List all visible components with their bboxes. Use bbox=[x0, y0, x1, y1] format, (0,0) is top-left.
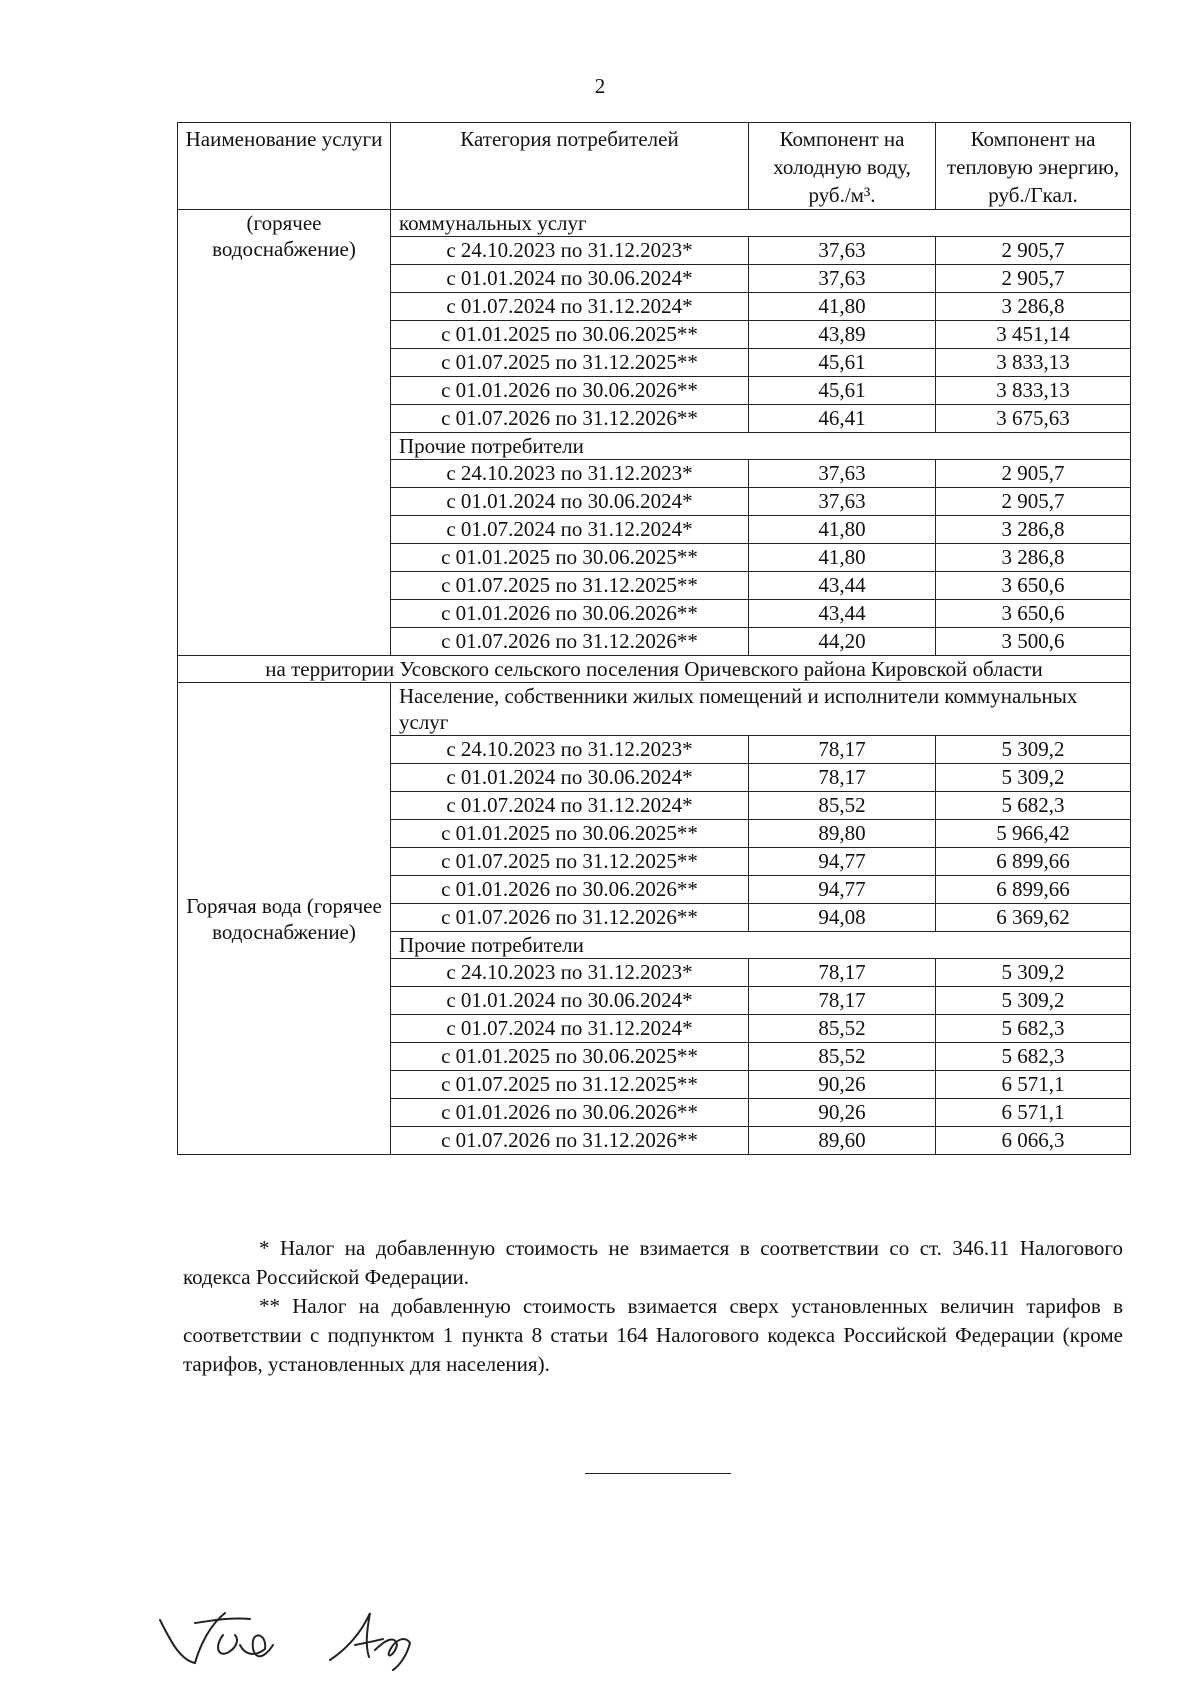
signature-2 bbox=[325, 1605, 425, 1675]
period-cell: с 01.07.2025 по 31.12.2025** bbox=[391, 572, 749, 600]
cold-water-value: 41,80 bbox=[749, 293, 936, 321]
cold-water-value: 78,17 bbox=[749, 764, 936, 792]
region-row bbox=[178, 656, 1131, 683]
service-name-cell: (горячее водоснабжение) bbox=[178, 210, 391, 656]
cold-water-value: 89,60 bbox=[749, 1127, 936, 1155]
period-cell: с 01.07.2026 по 31.12.2026** bbox=[391, 405, 749, 433]
period-cell: с 01.01.2025 по 30.06.2025** bbox=[391, 544, 749, 572]
heat-value: 3 451,14 bbox=[936, 321, 1131, 349]
period-cell: с 01.01.2024 по 30.06.2024* bbox=[391, 987, 749, 1015]
cold-water-value: 90,26 bbox=[749, 1071, 936, 1099]
heat-value: 6 899,66 bbox=[936, 876, 1131, 904]
cold-water-value: 94,77 bbox=[749, 876, 936, 904]
group-label-row bbox=[178, 210, 1131, 237]
period-cell: с 24.10.2023 по 31.12.2023* bbox=[391, 460, 749, 488]
consumer-group-label: Прочие потребители bbox=[391, 932, 1131, 959]
signature-1 bbox=[155, 1605, 295, 1675]
cold-water-value: 85,52 bbox=[749, 1043, 936, 1071]
heat-value: 5 309,2 bbox=[936, 959, 1131, 987]
cold-water-value: 78,17 bbox=[749, 987, 936, 1015]
heat-value: 6 066,3 bbox=[936, 1127, 1131, 1155]
heat-value: 2 905,7 bbox=[936, 265, 1131, 293]
tariff-table bbox=[177, 122, 1131, 1155]
cold-water-value: 43,44 bbox=[749, 600, 936, 628]
region-label: на территории Усовского сельского поселения Оричевского района Кировской области bbox=[178, 656, 1131, 683]
cold-water-value: 37,63 bbox=[749, 265, 936, 293]
cold-water-value: 43,89 bbox=[749, 321, 936, 349]
period-cell: с 01.07.2026 по 31.12.2026** bbox=[391, 904, 749, 932]
header-category: Категория потребителей bbox=[391, 123, 749, 210]
footnote-single-star: * Налог на добавленную стоимость не взимается в соответствии со ст. 346.11 Налогового кодекса Российской Федерации. bbox=[183, 1236, 1123, 1289]
heat-value: 6 571,1 bbox=[936, 1099, 1131, 1127]
cold-water-value: 85,52 bbox=[749, 1015, 936, 1043]
period-cell: с 01.07.2025 по 31.12.2025** bbox=[391, 349, 749, 377]
cold-water-value: 85,52 bbox=[749, 792, 936, 820]
consumer-group-label: Прочие потребители bbox=[391, 433, 1131, 460]
cold-water-value: 43,44 bbox=[749, 572, 936, 600]
heat-value: 5 682,3 bbox=[936, 1015, 1131, 1043]
service-name-cell: Горячая вода (горячее водоснабжение) bbox=[178, 683, 391, 1155]
period-cell: с 01.07.2026 по 31.12.2026** bbox=[391, 1127, 749, 1155]
period-cell: с 01.01.2026 по 30.06.2026** bbox=[391, 377, 749, 405]
period-cell: с 01.01.2025 по 30.06.2025** bbox=[391, 1043, 749, 1071]
period-cell: с 01.07.2024 по 31.12.2024* bbox=[391, 792, 749, 820]
period-cell: с 01.07.2024 по 31.12.2024* bbox=[391, 1015, 749, 1043]
heat-value: 3 650,6 bbox=[936, 572, 1131, 600]
heat-value: 6 899,66 bbox=[936, 848, 1131, 876]
cold-water-value: 41,80 bbox=[749, 516, 936, 544]
period-cell: с 01.07.2025 по 31.12.2025** bbox=[391, 848, 749, 876]
heat-value: 2 905,7 bbox=[936, 488, 1131, 516]
heat-value: 5 309,2 bbox=[936, 987, 1131, 1015]
period-cell: с 01.01.2025 по 30.06.2025** bbox=[391, 321, 749, 349]
period-cell: с 01.07.2024 по 31.12.2024* bbox=[391, 293, 749, 321]
cold-water-value: 45,61 bbox=[749, 349, 936, 377]
footnote-double-star: ** Налог на добавленную стоимость взимается сверх установленных величин тарифов в соответствии с подпунктом 1 пункта 8 статьи 164 Налогового кодекса Российской Федерации (кроме тарифов, установленных для населения). bbox=[183, 1294, 1123, 1376]
period-cell: с 01.01.2026 по 30.06.2026** bbox=[391, 1099, 749, 1127]
consumer-group-label: коммунальных услуг bbox=[391, 210, 1131, 237]
period-cell: с 01.07.2024 по 31.12.2024* bbox=[391, 516, 749, 544]
cold-water-value: 37,63 bbox=[749, 488, 936, 516]
cold-water-value: 37,63 bbox=[749, 237, 936, 265]
cold-water-value: 78,17 bbox=[749, 736, 936, 764]
group-label-row bbox=[178, 683, 1131, 736]
heat-value: 5 309,2 bbox=[936, 736, 1131, 764]
footnotes bbox=[183, 1234, 1123, 1379]
heat-value: 3 286,8 bbox=[936, 293, 1131, 321]
period-cell: с 24.10.2023 по 31.12.2023* bbox=[391, 736, 749, 764]
cold-water-value: 45,61 bbox=[749, 377, 936, 405]
heat-value: 3 286,8 bbox=[936, 516, 1131, 544]
heat-value: 6 571,1 bbox=[936, 1071, 1131, 1099]
cold-water-value: 41,80 bbox=[749, 544, 936, 572]
consumer-group-label: Население, собственники жилых помещений и исполнители коммунальных услуг bbox=[391, 683, 1131, 736]
cold-water-value: 46,41 bbox=[749, 405, 936, 433]
cold-water-value: 94,77 bbox=[749, 848, 936, 876]
header-service: Наименование услуги bbox=[178, 123, 391, 210]
heat-value: 6 369,62 bbox=[936, 904, 1131, 932]
heat-value: 5 966,42 bbox=[936, 820, 1131, 848]
heat-value: 5 682,3 bbox=[936, 1043, 1131, 1071]
header-heat: Компонент на тепловую энергию, руб./Гкал. bbox=[936, 123, 1131, 210]
cold-water-value: 44,20 bbox=[749, 628, 936, 656]
heat-value: 3 833,13 bbox=[936, 377, 1131, 405]
period-cell: с 01.01.2024 по 30.06.2024* bbox=[391, 265, 749, 293]
cold-water-value: 90,26 bbox=[749, 1099, 936, 1127]
cold-water-value: 89,80 bbox=[749, 820, 936, 848]
period-cell: с 01.07.2025 по 31.12.2025** bbox=[391, 1071, 749, 1099]
period-cell: с 01.07.2026 по 31.12.2026** bbox=[391, 628, 749, 656]
table-header-row bbox=[178, 123, 1131, 210]
heat-value: 2 905,7 bbox=[936, 460, 1131, 488]
heat-value: 3 833,13 bbox=[936, 349, 1131, 377]
closing-rule bbox=[585, 1473, 731, 1474]
period-cell: с 24.10.2023 по 31.12.2023* bbox=[391, 959, 749, 987]
header-cold-water: Компонент на холодную воду, руб./м³. bbox=[749, 123, 936, 210]
cold-water-value: 94,08 bbox=[749, 904, 936, 932]
heat-value: 2 905,7 bbox=[936, 237, 1131, 265]
period-cell: с 01.01.2026 по 30.06.2026** bbox=[391, 876, 749, 904]
heat-value: 3 675,63 bbox=[936, 405, 1131, 433]
period-cell: с 01.01.2024 по 30.06.2024* bbox=[391, 764, 749, 792]
heat-value: 3 286,8 bbox=[936, 544, 1131, 572]
heat-value: 5 682,3 bbox=[936, 792, 1131, 820]
heat-value: 3 500,6 bbox=[936, 628, 1131, 656]
cold-water-value: 78,17 bbox=[749, 959, 936, 987]
period-cell: с 01.01.2025 по 30.06.2025** bbox=[391, 820, 749, 848]
period-cell: с 01.01.2024 по 30.06.2024* bbox=[391, 488, 749, 516]
period-cell: с 01.01.2026 по 30.06.2026** bbox=[391, 600, 749, 628]
period-cell: с 24.10.2023 по 31.12.2023* bbox=[391, 237, 749, 265]
page-number: 2 bbox=[594, 74, 606, 98]
cold-water-value: 37,63 bbox=[749, 460, 936, 488]
heat-value: 3 650,6 bbox=[936, 600, 1131, 628]
heat-value: 5 309,2 bbox=[936, 764, 1131, 792]
